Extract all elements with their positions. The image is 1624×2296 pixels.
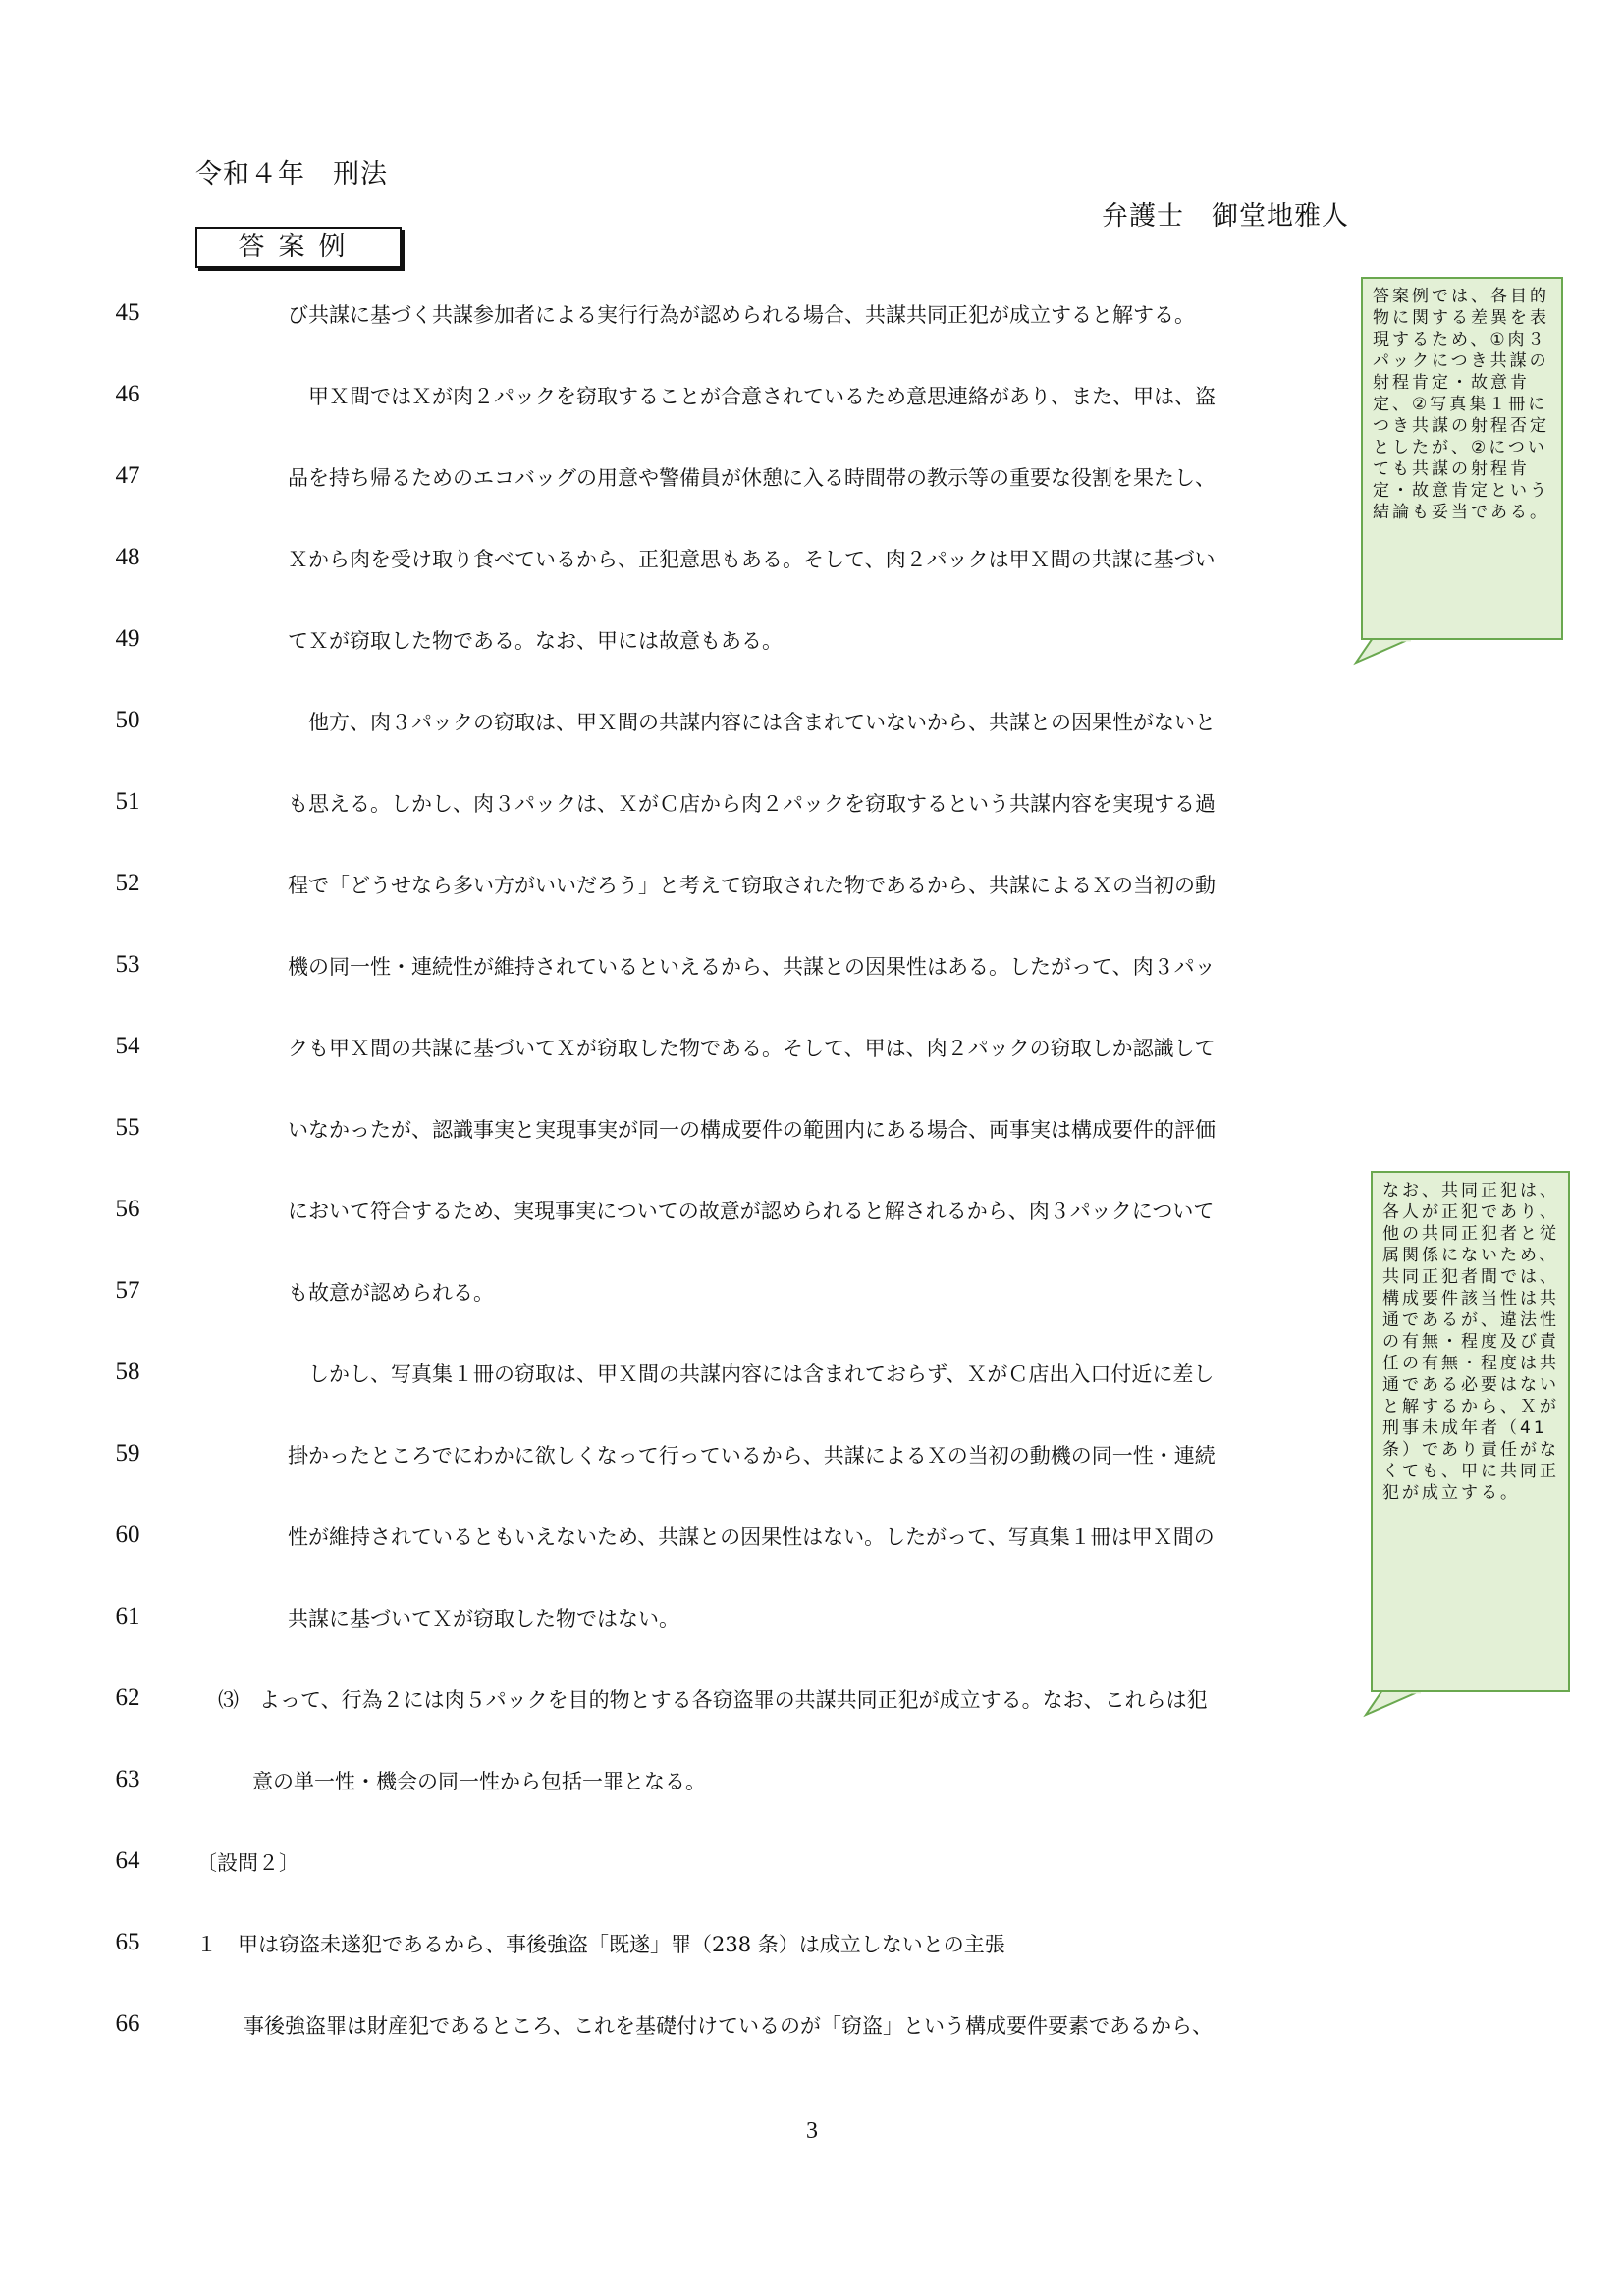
margin-comment: 答案例では、各目的物に関する差異を表現するため、①肉３パックにつき共謀の射程肯定・故意肯定、②写真集１冊につき共謀の射程否定としたが、②についても共謀の射程肯定・故意肯定という結論も妥当である。 — [1361, 277, 1563, 640]
body-text-line: Ｘから肉を受け取り食べているから、正犯意思もある。そして、肉２パックは甲Ｘ間の共謀に基づい — [288, 548, 1216, 571]
document-title: 令和４年 刑法 — [195, 159, 388, 189]
body-text-line: 品を持ち帰るためのエコバッグの用意や警備員が休憩に入る時間帯の教示等の重要な役割を果たし、 — [288, 466, 1216, 490]
body-text-line: 〔設問２〕 — [196, 1851, 299, 1875]
body-text-line: 機の同一性・連続性が維持されているといえるから、共謀との因果性はある。したがって、肉３パッ — [288, 955, 1216, 979]
body-text-line: も思える。しかし、肉３パックは、ＸがＣ店から肉２パックを窃取するという共謀内容を実現する過 — [288, 792, 1216, 816]
body-text-line: において符合するため、実現事実についての故意が認められると解されるから、肉３パックについて — [288, 1200, 1215, 1223]
author-name: 弁護士 御堂地雅人 — [1102, 201, 1349, 232]
line-number: 59 — [115, 1440, 140, 1467]
body-text-line: いなかったが、認識事実と実現事実が同一の構成要件の範囲内にある場合、両事実は構成要件的評価 — [288, 1118, 1216, 1142]
line-number: 63 — [115, 1766, 140, 1792]
body-text-line: しかし、写真集１冊の窃取は、甲Ｘ間の共謀内容には含まれておらず、ＸがＣ店出入口付近に差し — [288, 1362, 1215, 1386]
line-number: 52 — [115, 870, 140, 896]
body-text-line: てＸが窃取した物である。なお、甲には故意もある。 — [288, 629, 783, 653]
body-text-line: も故意が認められる。 — [288, 1281, 494, 1305]
margin-comment: なお、共同正犯は、各人が正犯であり、他の共同正犯者と従属関係にないため、共同正犯者間では、構成要件該当性は共通であるが、違法性の有無・程度及び責任の有無・程度は共通である必要はないと解するから、Ｘが刑事未成年者（41 条）であり責任がなくても、甲に共同正犯が成立する。 — [1371, 1171, 1570, 1692]
line-number: 55 — [115, 1114, 140, 1141]
body-text-line: 程で「どうせなら多い方がいいだろう」と考えて窃取された物であるから、共謀によるＸの当初の動 — [288, 874, 1216, 897]
line-number: 61 — [115, 1603, 140, 1629]
body-text-line: 掛かったところでにわかに欲しくなって行っているから、共謀によるＸの当初の動機の同一性・連続 — [288, 1444, 1216, 1468]
line-number: 54 — [115, 1033, 140, 1059]
line-number: 66 — [115, 2010, 140, 2037]
line-number: 53 — [115, 951, 140, 978]
body-text-line: クも甲Ｘ間の共謀に基づいてＸが窃取した物である。そして、甲は、肉２パックの窃取しか認識して — [288, 1037, 1216, 1060]
line-number: 49 — [115, 625, 140, 652]
body-text-line: 意の単一性・機会の同一性から包括一罪となる。 — [252, 1770, 706, 1793]
line-number: 48 — [115, 544, 140, 570]
body-text-line: 甲Ｘ間ではＸが肉２パックを窃取することが合意されているため意思連絡があり、また、甲は、盗 — [288, 385, 1216, 408]
line-number: 58 — [115, 1359, 140, 1385]
body-text-line: 事後強盗罪は財産犯であるところ、これを基礎付けているのが「窃盗」という構成要件要素であるから、 — [244, 2014, 1213, 2038]
line-number: 47 — [115, 462, 140, 489]
callout-pointer — [1355, 638, 1424, 667]
callout-pointer — [1365, 1690, 1434, 1720]
line-number: 51 — [115, 788, 140, 815]
line-number: 45 — [115, 299, 140, 326]
line-number: 56 — [115, 1196, 140, 1222]
body-text-line: 共謀に基づいてＸが窃取した物ではない。 — [288, 1607, 679, 1630]
body-text-line: １ 甲は窃盗未遂犯であるから、事後強盗「既遂」罪（238 条）は成立しないとの主張 — [196, 1933, 1005, 1956]
body-text-line: 他方、肉３パックの窃取は、甲Ｘ間の共謀内容には含まれていないから、共謀との因果性がないと — [288, 711, 1216, 734]
body-text-line: 性が維持されているともいえないため、共謀との因果性はない。したがって、写真集１冊は甲Ｘ間の — [288, 1525, 1215, 1549]
line-number: 60 — [115, 1522, 140, 1548]
line-number: 65 — [115, 1929, 140, 1955]
line-number: 50 — [115, 707, 140, 733]
body-text-line: ⑶ よって、行為２には肉５パックを目的物とする各窃盗罪の共謀共同正犯が成立する。なお、これらは犯 — [218, 1688, 1208, 1712]
body-text-line: び共謀に基づく共謀参加者による実行行為が認められる場合、共謀共同正犯が成立すると解する。 — [288, 303, 1195, 327]
line-number: 46 — [115, 381, 140, 407]
line-number: 57 — [115, 1277, 140, 1304]
answer-example-label: 答案例 — [195, 227, 402, 268]
line-number: 64 — [115, 1847, 140, 1874]
line-number: 62 — [115, 1684, 140, 1711]
page-number: 3 — [806, 2118, 818, 2144]
